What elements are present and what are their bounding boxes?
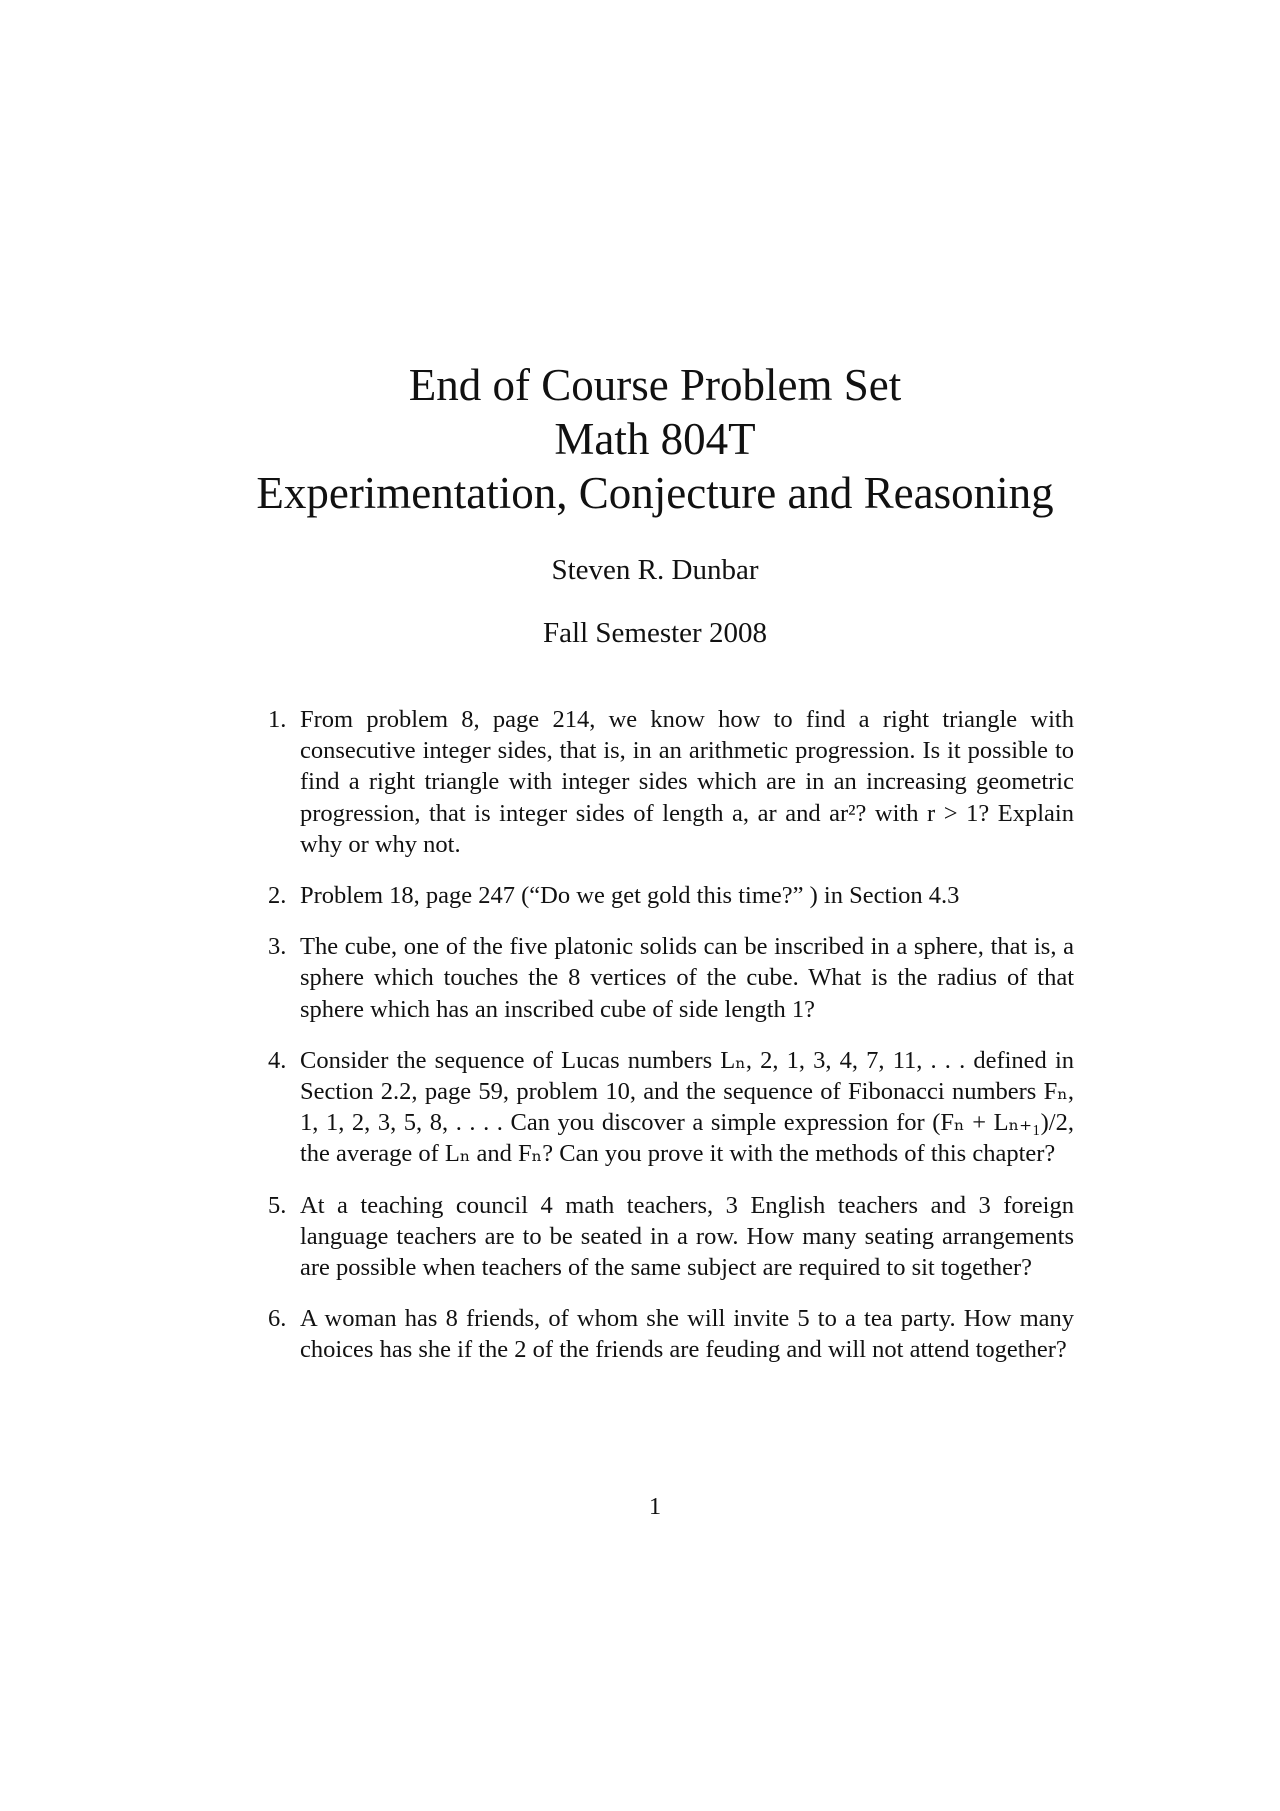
problem-number: 4.: [268, 1046, 287, 1074]
problem-number: 5.: [268, 1191, 287, 1219]
problem-text: From problem 8, page 214, we know how to find a right triangle with consecutive integer sides, that is, in an arithmetic progression. Is it possible to find a right triangle with integer sides which are in an increasing geometric progression, that is integer sides of length a, ar and ar²? with r > 1? Explain why or why not.: [300, 706, 1074, 858]
problem-item: [268, 1045, 1074, 1170]
author: Steven R. Dunbar: [551, 554, 759, 586]
problem-text: Consider the sequence of Lucas numbers Lₙ, 2, 1, 3, 4, 7, 11, . . . defined in Section 2.2, page 59, problem 10, and the sequence of Fibonacci numbers Fₙ, 1, 1, 2, 3, 5, 8, . . . . Can you discover a simple expression for (Fₙ + Lₙ₊₁)/2, the average of Lₙ and Fₙ? Can you prove it with the methods of this chapter?: [300, 1046, 1074, 1168]
problem-item: [268, 704, 1074, 860]
problem-item: [268, 880, 1074, 911]
problem-list: [268, 704, 1074, 1386]
date: Fall Semester 2008: [543, 617, 767, 649]
title-block: [0, 358, 1280, 520]
problem-item: [268, 931, 1074, 1025]
document-title: End of Course Problem Set: [408, 360, 902, 410]
problem-text: Problem 18, page 247 (“Do we get gold this time?” ) in Section 4.3: [300, 882, 960, 910]
problem-number: 3.: [268, 933, 287, 961]
course-number: Math 804T: [554, 414, 756, 464]
page-number: 1: [648, 1493, 662, 1520]
problem-item: [268, 1303, 1074, 1365]
problem-number: 2.: [268, 882, 287, 910]
problem-text: The cube, one of the five platonic solids can be inscribed in a sphere, that is, a sphere which touches the 8 vertices of the cube. What is the radius of that sphere which has an inscribed cube of side length 1?: [300, 933, 1074, 1023]
problem-text: A woman has 8 friends, of whom she will invite 5 to a tea party. How many choices has she if the 2 of the friends are feuding and will not attend together?: [300, 1305, 1074, 1364]
problem-item: [268, 1190, 1074, 1284]
course-name: Experimentation, Conjecture and Reasoning: [256, 468, 1054, 518]
problem-text: At a teaching council 4 math teachers, 3 English teachers and 3 foreign language teachers are to be seated in a row. How many seating arrangements are possible when teachers of the same subject are required to sit together?: [300, 1191, 1074, 1282]
problem-number: 1.: [268, 706, 287, 733]
problem-number: 6.: [268, 1305, 287, 1333]
